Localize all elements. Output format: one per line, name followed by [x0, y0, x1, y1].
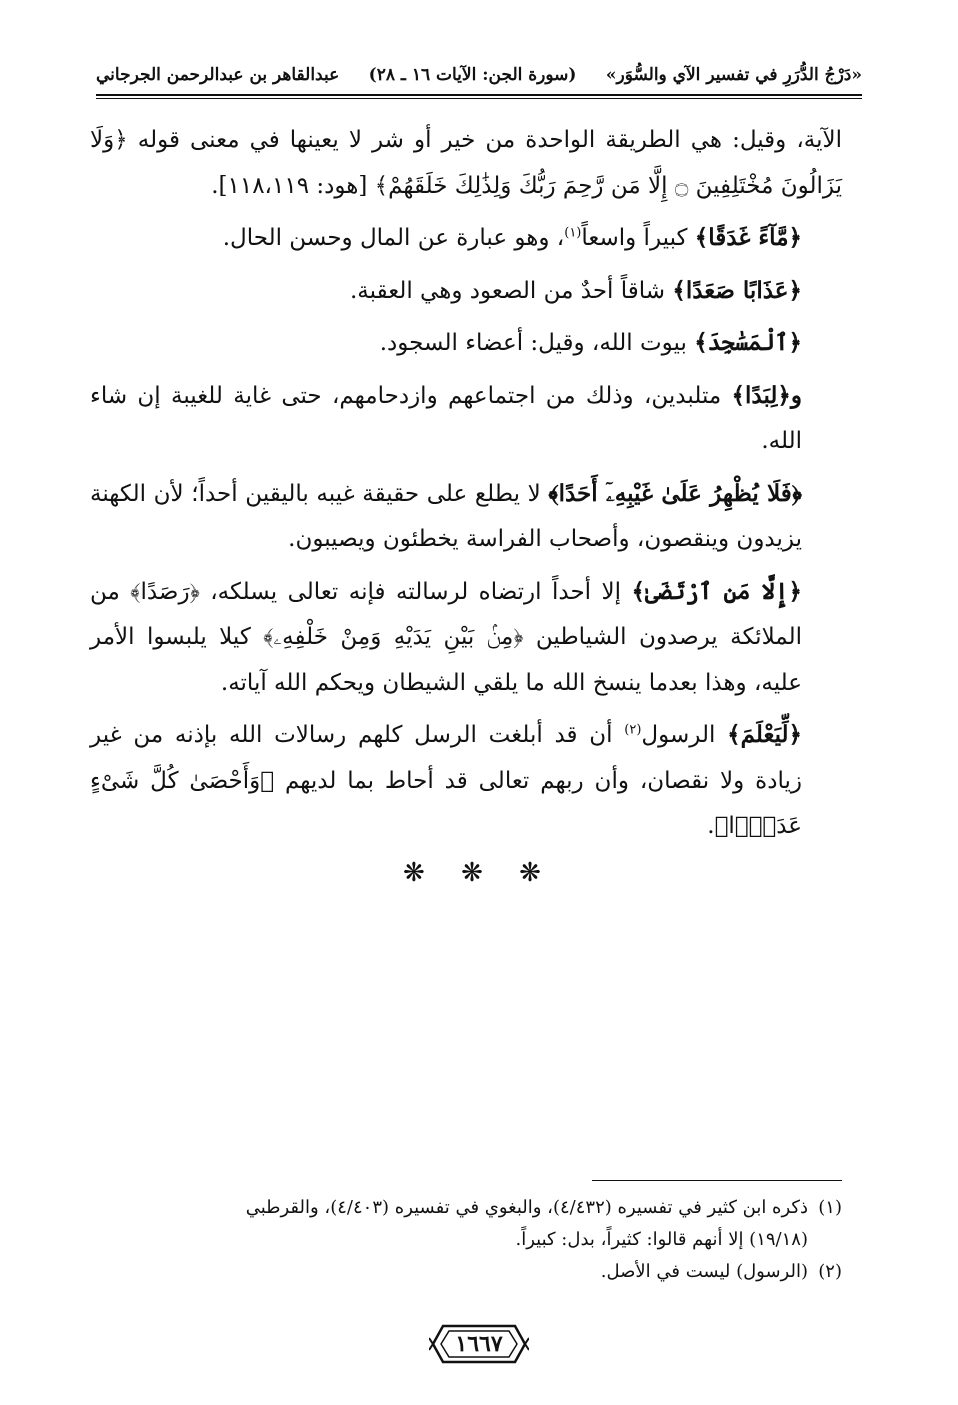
- paragraph-text: الرسول: [641, 722, 728, 748]
- paragraph-text-after: أن قد أبلغت الرسل كلهم رسالات الله بإذنه من غير زيادة ولا نقصان، وأن ربهم تعالى قد أحاط بما لديهم ﴿وَأَحْصَىٰ كُلَّ شَىْءٍ عَدَدًۢا﴾.: [90, 722, 802, 839]
- header-rule: [96, 94, 862, 96]
- footnote-text: (الرسول) ليست في الأصل.: [600, 1261, 808, 1282]
- quran-quote: و﴿لِبَدًا﴾: [731, 381, 802, 409]
- page-number-ornament: [429, 1320, 529, 1368]
- running-header: [96, 58, 862, 92]
- quran-quote: ﴿فَلَا يُظْهِرُ عَلَىٰ غَيْبِهِۦٓ أَحَدًا﴾: [548, 479, 802, 507]
- paragraph: [90, 569, 842, 707]
- footnotes: [90, 1192, 842, 1288]
- quran-quote: ﴿مَّآءً غَدَقًا﴾: [694, 224, 802, 251]
- header-surah-range: (سورة الجن: الآيات ١٦ ـ ٢٨): [368, 65, 577, 85]
- paragraph: [90, 268, 842, 315]
- footnote-rule: [592, 1180, 842, 1181]
- quran-quote: ﴿عَذَابًا صَعَدًا﴾: [672, 276, 802, 304]
- paragraph: [90, 320, 842, 367]
- quran-quote: ﴿لِّيَعْلَمَ﴾: [727, 721, 803, 748]
- paragraph: [90, 712, 842, 850]
- paragraph-text: بيوت الله، وقيل: أعضاء السجود.: [379, 330, 695, 356]
- paragraph-text: إلا أحداً ارتضاه لرسالته فإنه تعالى يسلكه، ﴿رَصَدًا﴾ من الملائكة يرصدون الشياطين ﴿مِنۢ بَيْنِ يَدَيْهِ وَمِنْ خَلْفِهِۦ﴾ كيلا يلبسوا الأمر عليه، وهذا بعدما ينسخ الله ما يلقي الشيطان ويحكم الله آياته.: [90, 578, 802, 696]
- footnote-ref: (٢): [624, 722, 642, 738]
- paragraph: [90, 471, 842, 563]
- paragraph-text: لا يطلع على حقيقة غيبه باليقين أحداً؛ لأن الكهنة يزيدون وينقصون، وأصحاب الفراسة يخطئون ويصيبون.: [90, 480, 802, 552]
- footnote: [90, 1256, 842, 1288]
- page-number: ١٦٦٧: [455, 1331, 503, 1357]
- footnote-text: ذكره ابن كثير في تفسيره (٤/٤٣٢)، والبغوي في تفسيره (٤/٤٠٣)، والقرطبي: [245, 1197, 808, 1218]
- footnote: [90, 1192, 842, 1224]
- paragraph-text: شاقاً أحدٌ من الصعود وهي العقبة.: [350, 277, 673, 304]
- header-author: عبدالقاهر بن عبدالرحمن الجرجاني: [96, 65, 340, 85]
- paragraph-text: الآية، وقيل: هي الطريقة الواحدة من خير أو شر لا يعينها في معنى قوله ﴿وَلَا يَزَالُونَ مُخْتَلِفِينَ ۝ إِلَّا مَن رَّحِمَ رَبُّكَ وَلِذَٰلِكَ خَلَقَهُمْ﴾ [هود: ١١٨،١١٩].: [90, 127, 842, 199]
- footnote-continuation: (١٩/١٨) إلا أنهم قالوا: كثيراً، بدل: كبيراً.: [515, 1229, 808, 1250]
- paragraph: [90, 373, 842, 465]
- footnote-number: (٢): [818, 1261, 842, 1282]
- main-text: [90, 118, 842, 850]
- footnote-ref: (١): [564, 225, 582, 241]
- paragraph: [90, 215, 842, 262]
- footnote-number: (١): [818, 1197, 842, 1218]
- paragraph-text: متلبدين، وذلك من اجتماعهم وازدحامهم، حتى غاية للغيبة إن شاء الله.: [90, 382, 802, 454]
- paragraph: [90, 118, 842, 209]
- quran-quote: ﴿ٱلْمَسَٰجِدَ﴾: [694, 329, 802, 356]
- header-book-title: «دَرْجُ الدُّرَرِ في تفسير الآي والسُّوَر»: [605, 65, 862, 85]
- header-rule-thin: [96, 98, 862, 99]
- paragraph-text: كبيراً واسعاً: [581, 225, 695, 251]
- section-separator: ❋ ❋ ❋: [403, 858, 555, 888]
- paragraph-text-after: ، وهو عبارة عن المال وحسن الحال.: [222, 225, 565, 251]
- quran-quote: ﴿إِلَّا مَنِ ٱرْتَضَىٰ﴾: [631, 577, 802, 605]
